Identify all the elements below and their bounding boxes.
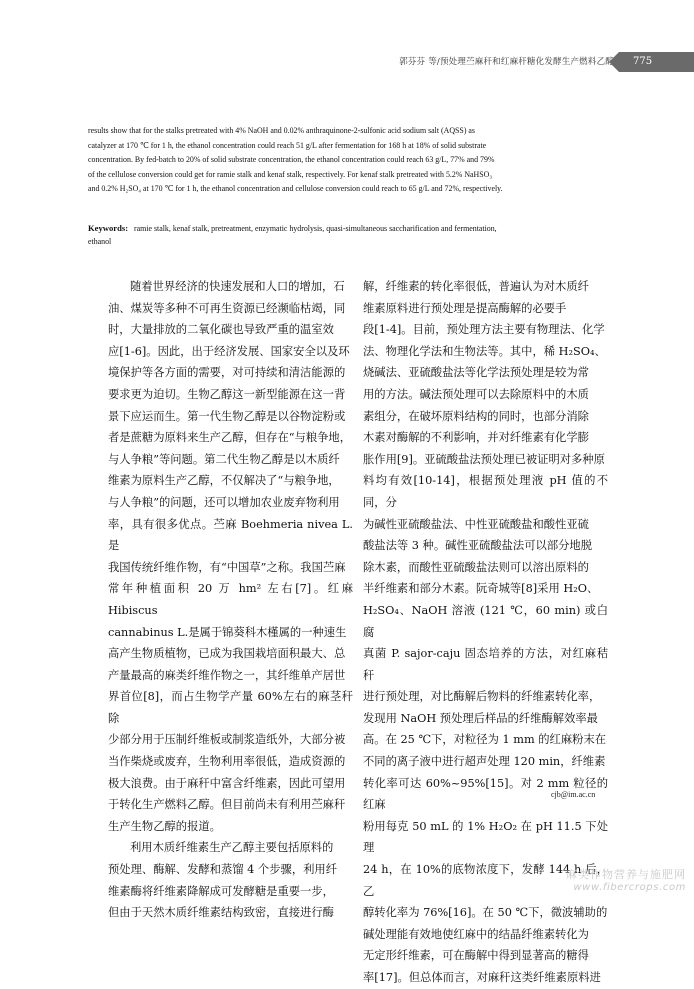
body-line: 于转化生产燃料乙醇。但目前尚未有利用苎麻秆 xyxy=(108,798,346,812)
body-line: 应[1-6]。因此，出于经济发展、国家安全以及环 xyxy=(108,344,350,358)
keywords-label: Keywords: xyxy=(88,223,129,233)
abstract-line: and 0.2% H₂SO₄ at 170 ℃ for 1 h, the ethanol concentration and cellulose conversion could reach to 65 g/L and 72%, respectively. xyxy=(88,184,503,194)
body-line: 利用木质纤维素生产乙醇主要包括原料的 xyxy=(130,841,334,855)
abstract-line: concentration. By fed-batch to 20% of solid substrate concentration, the ethanol concentration could reach 63 g/L, 77% and 79% xyxy=(88,155,495,165)
body-line: 极大浪费。由于麻秆中富含纤维素，因此可望用 xyxy=(108,776,346,790)
body-line: 为碱性亚硫酸盐法、中性亚硫酸盐和酸性亚硫 xyxy=(363,517,589,531)
running-header xyxy=(0,52,694,72)
body-line: 酸盐法等 3 种。碱性亚硫酸盐法可以部分地脱 xyxy=(363,539,593,553)
body-line: 与人争粮”的问题，还可以增加农业废弃物利用 xyxy=(108,495,340,509)
body-line: 随着世界经济的快速发展和人口的增加，石 xyxy=(130,280,345,293)
body-line: 高。在 25 ℃下，对粒径为 1 mm 的红麻粉末在 xyxy=(363,733,607,747)
body-line: 粉用每克 50 mL 的 1% H₂O₂ 在 pH 11.5 下处理 xyxy=(363,819,608,855)
body-line: 产量最高的麻类纤维作物之一，其纤维单产居世 xyxy=(108,668,346,682)
body-line: 发现用 NaOH 预处理后样品的纤维酶解效率最 xyxy=(363,711,598,725)
body-paragraph-1 xyxy=(108,276,353,298)
body-line: H₂SO₄、NaOH 溶液 (121 ℃，60 min) 或白腐 xyxy=(363,603,608,639)
body-line: 少部分用于压制纤维板或制浆造纸外，大部分被 xyxy=(108,733,346,747)
body-left-column xyxy=(108,276,353,924)
body-line: 要求更为迫切。生物乙醇这一新型能源在这一背 xyxy=(108,387,346,401)
body-line: 时，大量排放的二氧化碳也导致严重的温室效 xyxy=(108,323,334,337)
body-line: 维素酶将纤维素降解成可发酵糖是重要一步， xyxy=(108,884,334,898)
body-line: 法、物理化学法和生物法等。其中，稀 H₂SO₄、 xyxy=(363,344,606,358)
body-line: 真菌 P. sajor-caju 固态培养的方法，对红麻秸秆 xyxy=(363,647,608,682)
abstract-english xyxy=(88,124,605,197)
body-line: 界首位[8]，而占生物学产量 60%左右的麻茎秆除 xyxy=(108,690,353,725)
body-line: 当作柴烧或废弃，生物利用率很低，造成资源的 xyxy=(108,755,346,769)
abstract-line: catalyzer at 170 ℃ for 1 h, the ethanol concentration could reach 51 g/L after fermentation for 168 h at 18% of solid substrate xyxy=(88,140,487,150)
body-line: 半纤维素和部分木素。阮奇城等[8]采用 H₂O、 xyxy=(363,582,599,596)
body-line: 段[1-4]。目前，预处理方法主要有物理法、化学 xyxy=(363,323,605,337)
body-line: 我国传统纤维作物，有“中国草”之称。我国苎麻 xyxy=(108,560,346,574)
body-line: 与人争粮”等问题。第二代生物乙醇是以木质纤 xyxy=(108,452,340,466)
body-line: 烧碱法、亚硫酸盐法等化学法预处理是较为常 xyxy=(363,366,589,380)
body-line: 常年种植面积 20 万 hm² 左右[7]。红麻 Hibiscus xyxy=(108,582,353,617)
body-line: 景下应运而生。第一代生物乙醇是以谷物淀粉或 xyxy=(108,409,346,423)
body-line: 者是蔗糖为原料来生产乙醇，但存在“与粮争地， xyxy=(108,431,352,445)
body-line: 高产生物质植物，已成为我国栽培面积最大、总 xyxy=(108,647,346,661)
page-number-badge: 775 xyxy=(619,52,694,72)
body-line: 素组分，在破坏原料结构的同时，也部分消除 xyxy=(363,409,589,423)
body-line: 预处理、酶解、发酵和蒸馏 4 个步骤，利用纤 xyxy=(108,863,338,877)
abstract-line: of the cellulose conversion could get for ramie stalk and kenaf stalk, respectively. For kenaf stalk pretreated with 5.2% NaHSO₃ xyxy=(88,169,493,179)
body-line: cannabinus L.是属于锦葵科木槿属的一种速生 xyxy=(108,625,347,639)
body-line: 生产生物乙醇的报道。 xyxy=(108,819,221,833)
body-line: 碱处理能有效地使红麻中的结晶纤维素转化为 xyxy=(363,927,589,941)
abstract-line: results show that for the stalks pretreated with 4% NaOH and 0.02% anthraquinone-2-sulfonic acid sodium salt (AQSS) as xyxy=(88,126,475,135)
body-line: 进行预处理，对比酶解后物料的纤维素转化率， xyxy=(363,690,601,704)
body-line: 料均有效[10-14]，根据预处理液 pH 值的不同，分 xyxy=(363,474,608,509)
body-line: 率，具有很多优点。苎麻 Boehmeria nivea L.是 xyxy=(108,517,353,553)
body-line: 转化率可达 60%~95%[15]。对 2 mm 粒径的红麻 xyxy=(363,776,608,812)
keywords-block xyxy=(88,222,605,248)
body-line: 无定形纤维素，可在酶解中得到显著高的糖得 xyxy=(363,949,589,963)
body-line: 24 h，在 10%的底物浓度下，发酵 144 h 后，乙 xyxy=(363,863,608,898)
keywords-text-cont: ethanol xyxy=(88,236,112,246)
body-line: 但由于天然木质纤维素结构致密，直接进行酶 xyxy=(108,906,334,920)
running-title: 郭芬芬 等/预处理苎麻秆和红麻秆糖化发酵生产燃料乙醇 xyxy=(399,57,614,67)
watermark xyxy=(566,866,686,893)
body-line: 维素原料进行预处理是提高酶解的必要手 xyxy=(363,301,567,315)
body-line: 胀作用[9]。亚硫酸盐法预处理已被证明对多种原 xyxy=(363,452,605,466)
body-line: 木素对酶解的不利影响，并对纤维素有化学膨 xyxy=(363,431,589,445)
body-line: 维素为原料生产乙醇，不仅解决了“与粮争地， xyxy=(108,474,340,488)
body-line: 解，纤维素的转化率很低，普遍认为对木质纤 xyxy=(363,280,589,293)
keywords-text: ramie stalk, kenaf stalk, pretreatment, enzymatic hydrolysis, quasi-simultaneous saccharification and fermentation, xyxy=(134,224,497,233)
body-line: 油、煤炭等多种不可再生资源已经濒临枯竭，同 xyxy=(108,301,346,315)
body-line: 率[17]。但总体而言，对麻秆这类纤维素原料进 xyxy=(363,971,601,984)
body-line: 不同的离子液中进行超声处理 120 min，纤维素 xyxy=(363,755,606,769)
body-line: 用的方法。碱法预处理可以去除原料中的木质 xyxy=(363,387,589,401)
watermark-line-2: www.fibercrops.com xyxy=(573,882,686,893)
watermark-line-1: 麻类作物营养与施肥网 xyxy=(566,868,686,881)
body-line: 除木素，而酸性亚硫酸盐法则可以溶出原料的 xyxy=(363,560,589,574)
body-line: 境保护等各方面的需要，对可持续和清洁能源的 xyxy=(108,366,346,380)
footer-email: cjb@im.ac.cn xyxy=(551,790,596,799)
body-line: 醇转化率为 76%[16]。在 50 ℃下，微波辅助的 xyxy=(363,906,608,920)
